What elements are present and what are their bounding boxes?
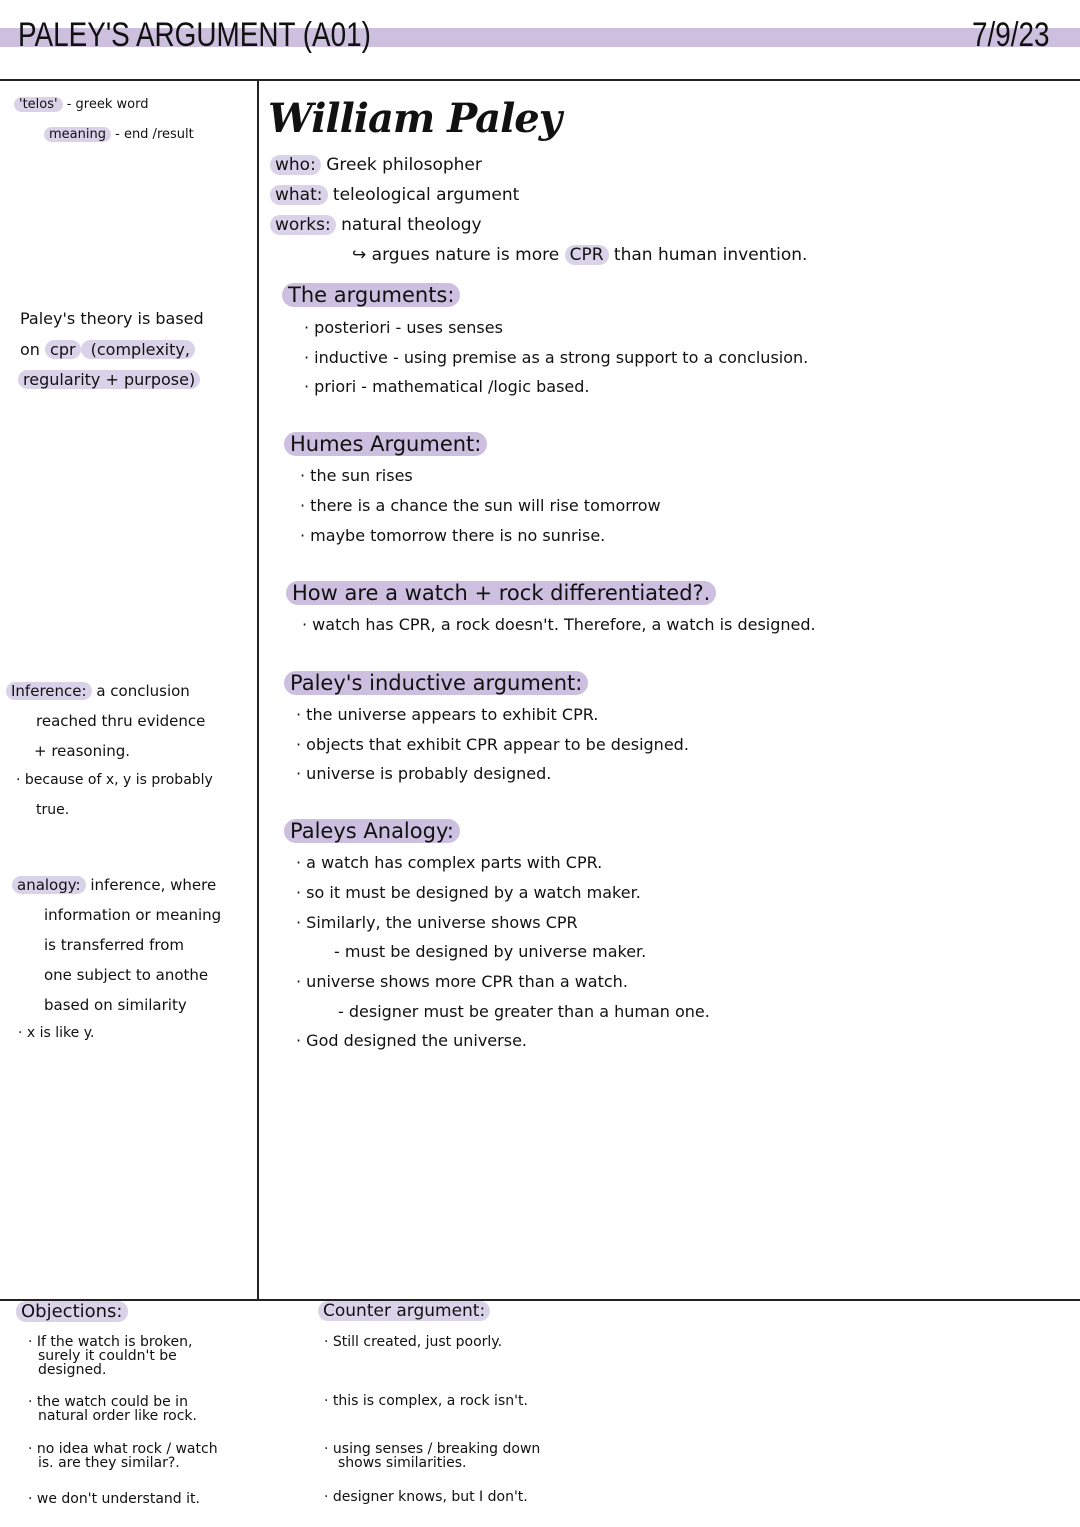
cue-theory-line1: Paley's theory is based [20,309,204,328]
page-date: 7/9/23 [972,16,1050,54]
list-item: · objects that exhibit CPR appear to be designed. [296,735,689,754]
list-item: · inductive - using premise as a strong support to a conclusion. [304,348,809,367]
section-heading-inductive: Paley's inductive argument: [284,671,588,695]
term-cpr: cpr [45,340,81,359]
cue-inference-line: + reasoning. [34,742,131,760]
label-works: works: [270,215,336,235]
objections-heading: Objections: [16,1301,128,1322]
meta-works-note: ↪ argues nature is more CPR than human invention. [352,245,808,265]
list-item: · the sun rises [300,466,413,485]
cue-analogy: analogy: inference, where [12,876,216,894]
cue-inference: Inference: a conclusion [6,682,190,700]
section-heading-arguments: The arguments: [282,283,460,307]
cue-inference-line: · because of x, y is probably [16,772,213,788]
list-item-sub: - designer must be greater than a human one. [338,1002,710,1021]
list-item: · watch has CPR, a rock doesn't. Therefore, a watch is designed. [302,615,816,634]
cue-analogy-line: one subject to anothe [44,966,209,984]
cue-analogy-line: based on similarity [44,996,187,1014]
counter-item: · using senses / breaking down shows similarities. [324,1441,541,1471]
list-item: · God designed the universe. [296,1031,527,1050]
meta-works: works: natural theology [270,215,482,235]
list-item: · Similarly, the universe shows CPR [296,913,578,932]
counter-item: · this is complex, a rock isn't. [324,1393,528,1409]
label-what: what: [270,185,328,205]
cue-inference-line: reached thru evidence [36,712,206,730]
objection-item: · we don't understand it. [28,1491,200,1507]
term-cpr: CPR [565,245,609,265]
cue-analogy-line: is transferred from [44,936,184,954]
term-meaning: meaning [44,127,111,142]
cue-telos: 'telos' - greek word [14,97,148,112]
label-who: who: [270,155,321,175]
list-item: · priori - mathematical /logic based. [304,377,590,396]
section-heading-humes: Humes Argument: [284,432,487,456]
header-divider [0,79,1080,81]
cue-theory-line2: on cpr (complexity, [20,340,195,359]
meta-what: what: teleological argument [270,185,519,205]
list-item: · a watch has complex parts with CPR. [296,853,603,872]
objection-item: · If the watch is broken, surely it couldn't be designed. [28,1334,193,1378]
cue-column-divider [257,79,259,1301]
cue-analogy-line: information or meaning [44,906,222,924]
subject-name: William Paley [268,95,561,142]
list-item: · the universe appears to exhibit CPR. [296,705,599,724]
list-item: · maybe tomorrow there is no sunrise. [300,526,606,545]
meta-who: who: Greek philosopher [270,155,482,175]
counter-heading: Counter argument: [318,1301,490,1321]
objection-item: · no idea what rock / watch is. are they similar?. [28,1441,218,1471]
list-item: · so it must be designed by a watch maker. [296,883,641,902]
section-heading-analogy: Paleys Analogy: [284,819,460,843]
counter-item: · Still created, just poorly. [324,1334,503,1350]
term-inference: Inference: [6,682,92,700]
list-item: · posteriori - uses senses [304,318,503,337]
counter-item: · designer knows, but I don't. [324,1489,528,1505]
list-item: · universe is probably designed. [296,764,552,783]
summary-divider [0,1299,1080,1301]
section-heading-watch-rock: How are a watch + rock differentiated?. [286,581,716,605]
page-title: PALEY'S ARGUMENT (A01) [18,16,371,54]
list-item-sub: - must be designed by universe maker. [334,942,647,961]
cue-analogy-line: · x is like y. [18,1025,95,1041]
term-telos: 'telos' [14,97,63,112]
list-item: · there is a chance the sun will rise tomorrow [300,496,661,515]
list-item: · universe shows more CPR than a watch. [296,972,628,991]
cue-meaning: meaning - end /result [44,127,194,142]
objection-item: · the watch could be in natural order like rock. [28,1394,197,1424]
cue-inference-line: true. [36,802,70,818]
cue-theory-line3: regularity + purpose) [18,370,200,389]
term-analogy: analogy: [12,876,86,894]
